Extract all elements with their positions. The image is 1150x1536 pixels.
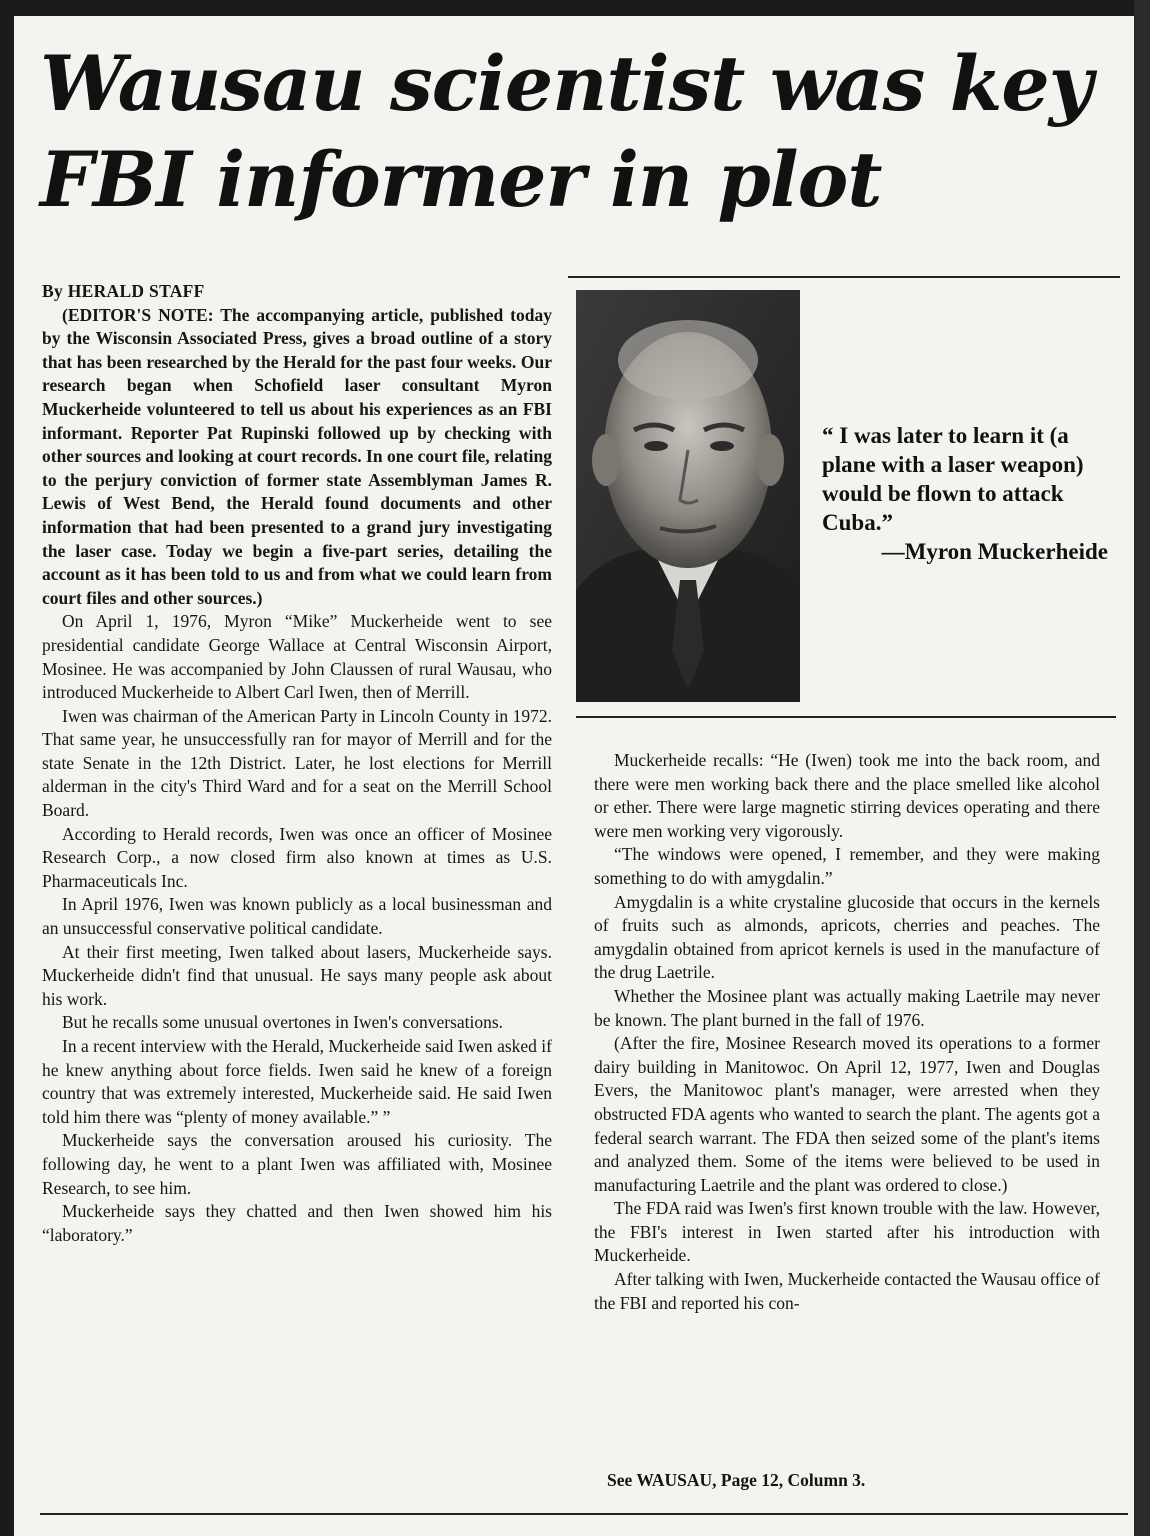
article-paragraph: The FDA raid was Iwen's first known trouble with the law. However, the FBI's interest in Iwen started after his introduction with Muckerheide. (594, 1198, 1100, 1266)
article-paragraph: “The windows were opened, I remember, and they were making something to do with amygdalin.” (594, 844, 1100, 888)
article-paragraph: After talking with Iwen, Muckerheide contacted the Wausau office of the FBI and reported his con- (594, 1269, 1100, 1313)
page-border-top (0, 0, 1150, 16)
article-paragraph: Whether the Mosinee plant was actually making Laetrile may never be known. The plant burned in the fall of 1976. (594, 985, 1100, 1030)
article-paragraph: At their first meeting, Iwen talked about lasers, Muckerheide says. Muckerheide didn't find that unusual. He says many people ask about his work. (42, 941, 552, 1009)
editors-note: (EDITOR'S NOTE: The accompanying article, published today by the Wisconsin Associated Press, gives a broad outline of a story that has been researched by the Herald for the past four weeks. Our research began when Schofield laser consultant Myron Muckerheide volunteered to tell us about his experiences as an FBI informant. Reporter Pat Rupinski followed up by checking with other sources and looking at court records. In one court file, relating to the perjury conviction of former state Assemblyman James R. Lewis of West Bend, the Herald found documents and other information that had been presented to a grand jury investigating the laser case. Today we begin a five-part series, detailing the account as it has been told to us and from what we could learn from court files and other sources.) (42, 304, 552, 608)
bottom-rule (40, 1513, 1128, 1515)
article-paragraph: On April 1, 1976, Myron “Mike” Muckerheide went to see presidential candidate George Wallace at Central Wisconsin Airport, Mosinee. He was accompanied by John Claussen of rural Wausau, who introduced Muckerheide to Albert Carl Iwen, then of Merrill. (42, 611, 552, 703)
article-paragraph: But he recalls some unusual overtones in Iwen's conversations. (62, 1012, 504, 1033)
headline-line-1: Wausau scientist was key (40, 39, 1092, 128)
headline-line-2: FBI informer in plot (40, 135, 882, 224)
article-paragraph: In April 1976, Iwen was known publicly as a local businessman and an unsuccessful conservative political candidate. (42, 894, 552, 939)
article-paragraph: Muckerheide recalls: “He (Iwen) took me into the back room, and there were men working back there and the place smelled like alcohol or ether. There were large magnetic stirring devices operating and there were men working very vigorously. (594, 750, 1100, 841)
article-paragraph: According to Herald records, Iwen was once an officer of Mosinee Research Corp., a now closed firm also known at times as U.S. Pharmaceuticals Inc. (42, 823, 552, 891)
pull-quote-text: “ I was later to learn it (a plane with a laser weapon) would be flown to attack Cuba.” (822, 423, 1084, 535)
divider-rule (568, 276, 1120, 278)
article-paragraph: (After the fire, Mosinee Research moved its operations to a former dairy building in Manitowoc. On April 12, 1977, Iwen and Douglas Evers, the Manitowoc plant's manager, were arrested when they obstructed FDA agents who wanted to search the plant. The agents got a federal search warrant. The FDA then seized some of the plant's items and analyzed them. Some of the items were believed to be used in manufacturing Laetrile and the plant was ordered to close.) (594, 1033, 1100, 1195)
pull-quote-attribution: —Myron Muckerheide (881, 539, 1108, 564)
page-border-right (1134, 0, 1150, 1536)
portrait-illustration (576, 290, 800, 702)
article-paragraph: Muckerheide says the conversation aroused his curiosity. The following day, he went to a plant Iwen was affiliated with, Mosinee Research, to see him. (42, 1130, 552, 1198)
article-paragraph: Iwen was chairman of the American Party in Lincoln County in 1972. That same year, he unsuccessfully ran for mayor of Merrill and for the state Senate in the 12th District. Later, he lost elections for Merrill alderman in the city's Third Ward and for a seat on the Merrill School Board. (42, 705, 552, 821)
article-paragraph: Muckerheide says they chatted and then Iwen showed him his “laboratory.” (42, 1201, 552, 1245)
divider-rule (576, 716, 1116, 718)
portrait-photo (576, 290, 800, 702)
page-border-left (0, 0, 14, 1536)
right-column (594, 749, 1100, 1315)
byline: By HERALD STAFF (42, 281, 205, 301)
jump-line: See WAUSAU, Page 12, Column 3. (607, 1470, 866, 1490)
article-paragraph: Amygdalin is a white crystaline glucoside that occurs in the kernels of fruits such as almonds, apricots, cherries and peaches. The amygdalin obtained from apricot kernels is used in the manufacture of the drug Laetrile. (594, 891, 1100, 983)
left-column (42, 280, 552, 1247)
pull-quote (822, 421, 1118, 566)
article-paragraph: In a recent interview with the Herald, Muckerheide said Iwen asked if he knew anything about force fields. Iwen said he knew of a foreign country that was extremely interested, Muckerheide said. He said Iwen told him there was “plenty of money available.” ” (42, 1036, 552, 1127)
headline (40, 36, 1110, 228)
